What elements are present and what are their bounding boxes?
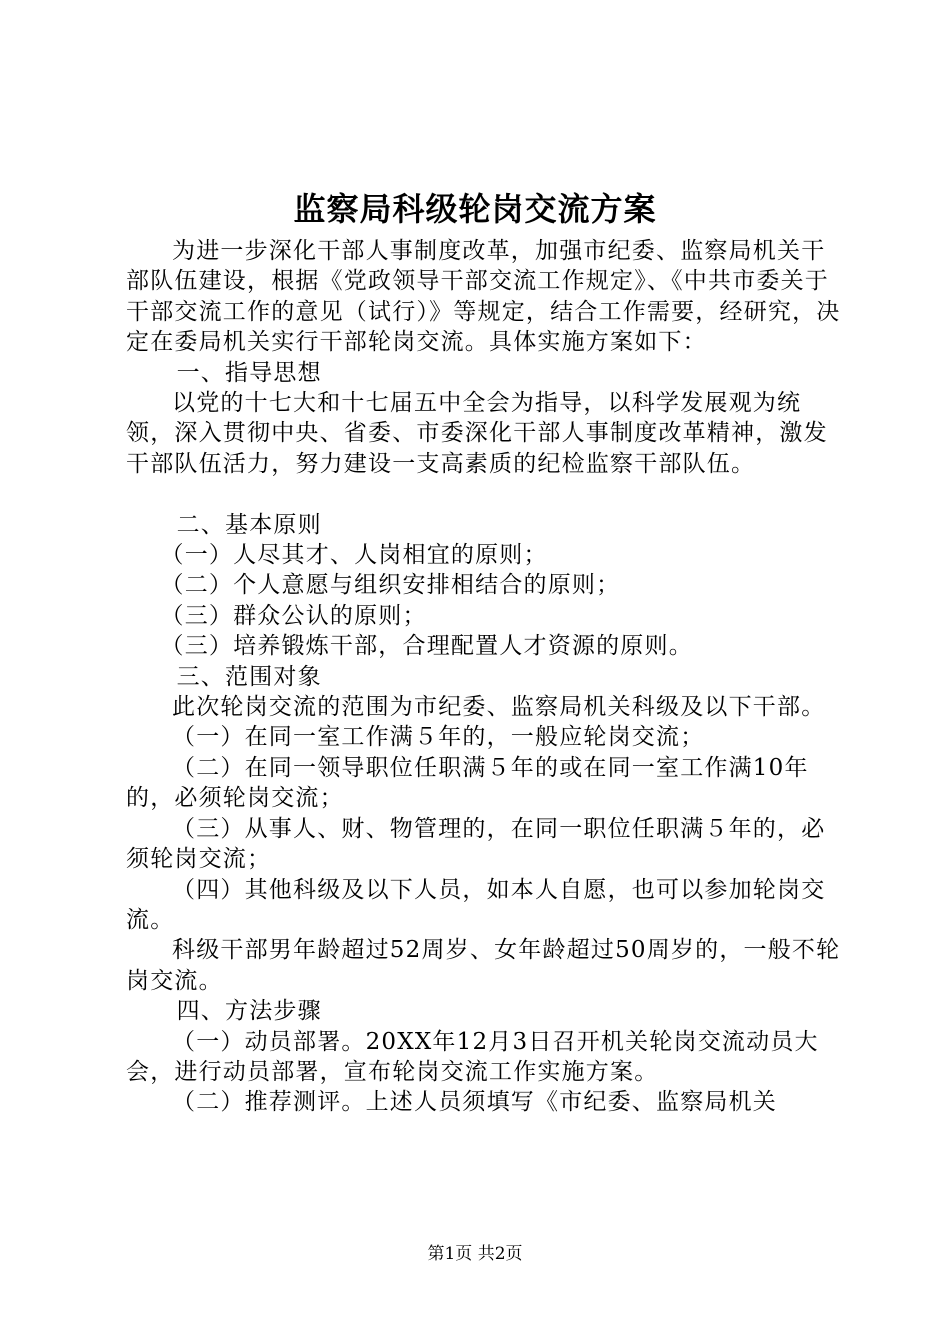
principle-item-4: （三）培养锻炼干部，合理配置人才资源的原则。 <box>160 633 693 660</box>
principle-item-2: （二）个人意愿与组织安排相结合的原则； <box>160 572 621 599</box>
section-heading-basic-principles: 二、基本原则 <box>176 511 322 538</box>
section-heading-guiding-ideology: 一、指导思想 <box>176 359 322 386</box>
document-body <box>126 236 842 1118</box>
age-exemption-paragraph: 科级干部男年龄超过52周岁、女年龄超过50周岁的，一般不轮岗交流。 <box>126 937 841 994</box>
scope-item-3: （三）从事人、财、物管理的，在同一职位任职满５年的，必须轮岗交流； <box>126 815 826 873</box>
section-heading-scope: 三、范围对象 <box>176 663 322 690</box>
document-title: 监察局科级轮岗交流方案 <box>293 190 657 228</box>
principle-item-3: （三）群众公认的原则； <box>160 602 427 629</box>
guiding-ideology-paragraph: 以党的十七大和十七届五中全会为指导，以科学发展观为统领，深入贯彻中央、省委、市委深化干部人事制度改革精神，激发干部队伍活力，努力建设一支高素质的纪检监察干部队伍。 <box>126 390 828 477</box>
scope-item-4: （四）其他科级及以下人员，如本人自愿，也可以参加轮岗交流。 <box>126 876 826 933</box>
section-heading-steps: 四、方法步骤 <box>176 998 322 1025</box>
scope-item-1: （一）在同一室工作满５年的，一般应轮岗交流； <box>172 724 705 751</box>
principle-item-1: （一）人尽其才、人岗相宜的原则； <box>160 542 548 569</box>
step-item-1: （一）动员部署。20XX年12月3日召开机关轮岗交流动员大会，进行动员部署，宣布轮岗交流工作实施方案。 <box>126 1028 819 1085</box>
page-number-footer: 第1页 共2页 <box>427 1244 523 1264</box>
step-item-2: （二）推荐测评。上述人员须填写《市纪委、监察局机关 <box>172 1089 777 1116</box>
scope-paragraph: 此次轮岗交流的范围为市纪委、监察局机关科级及以下干部。 <box>172 694 826 721</box>
intro-paragraph: 为进一步深化干部人事制度改革，加强市纪委、监察局机关干部队伍建设，根据《党政领导干部交流工作规定》、《中共市委关于干部交流工作的意见（试行）》等规定，结合工作需要，经研究，决定在委局机关实行干部轮岗交流。具体实施方案如下： <box>126 238 841 356</box>
scope-item-2: （二）在同一领导职位任职满５年的或在同一室工作满10年的，必须轮岗交流； <box>126 754 809 812</box>
blank-line <box>126 479 842 509</box>
